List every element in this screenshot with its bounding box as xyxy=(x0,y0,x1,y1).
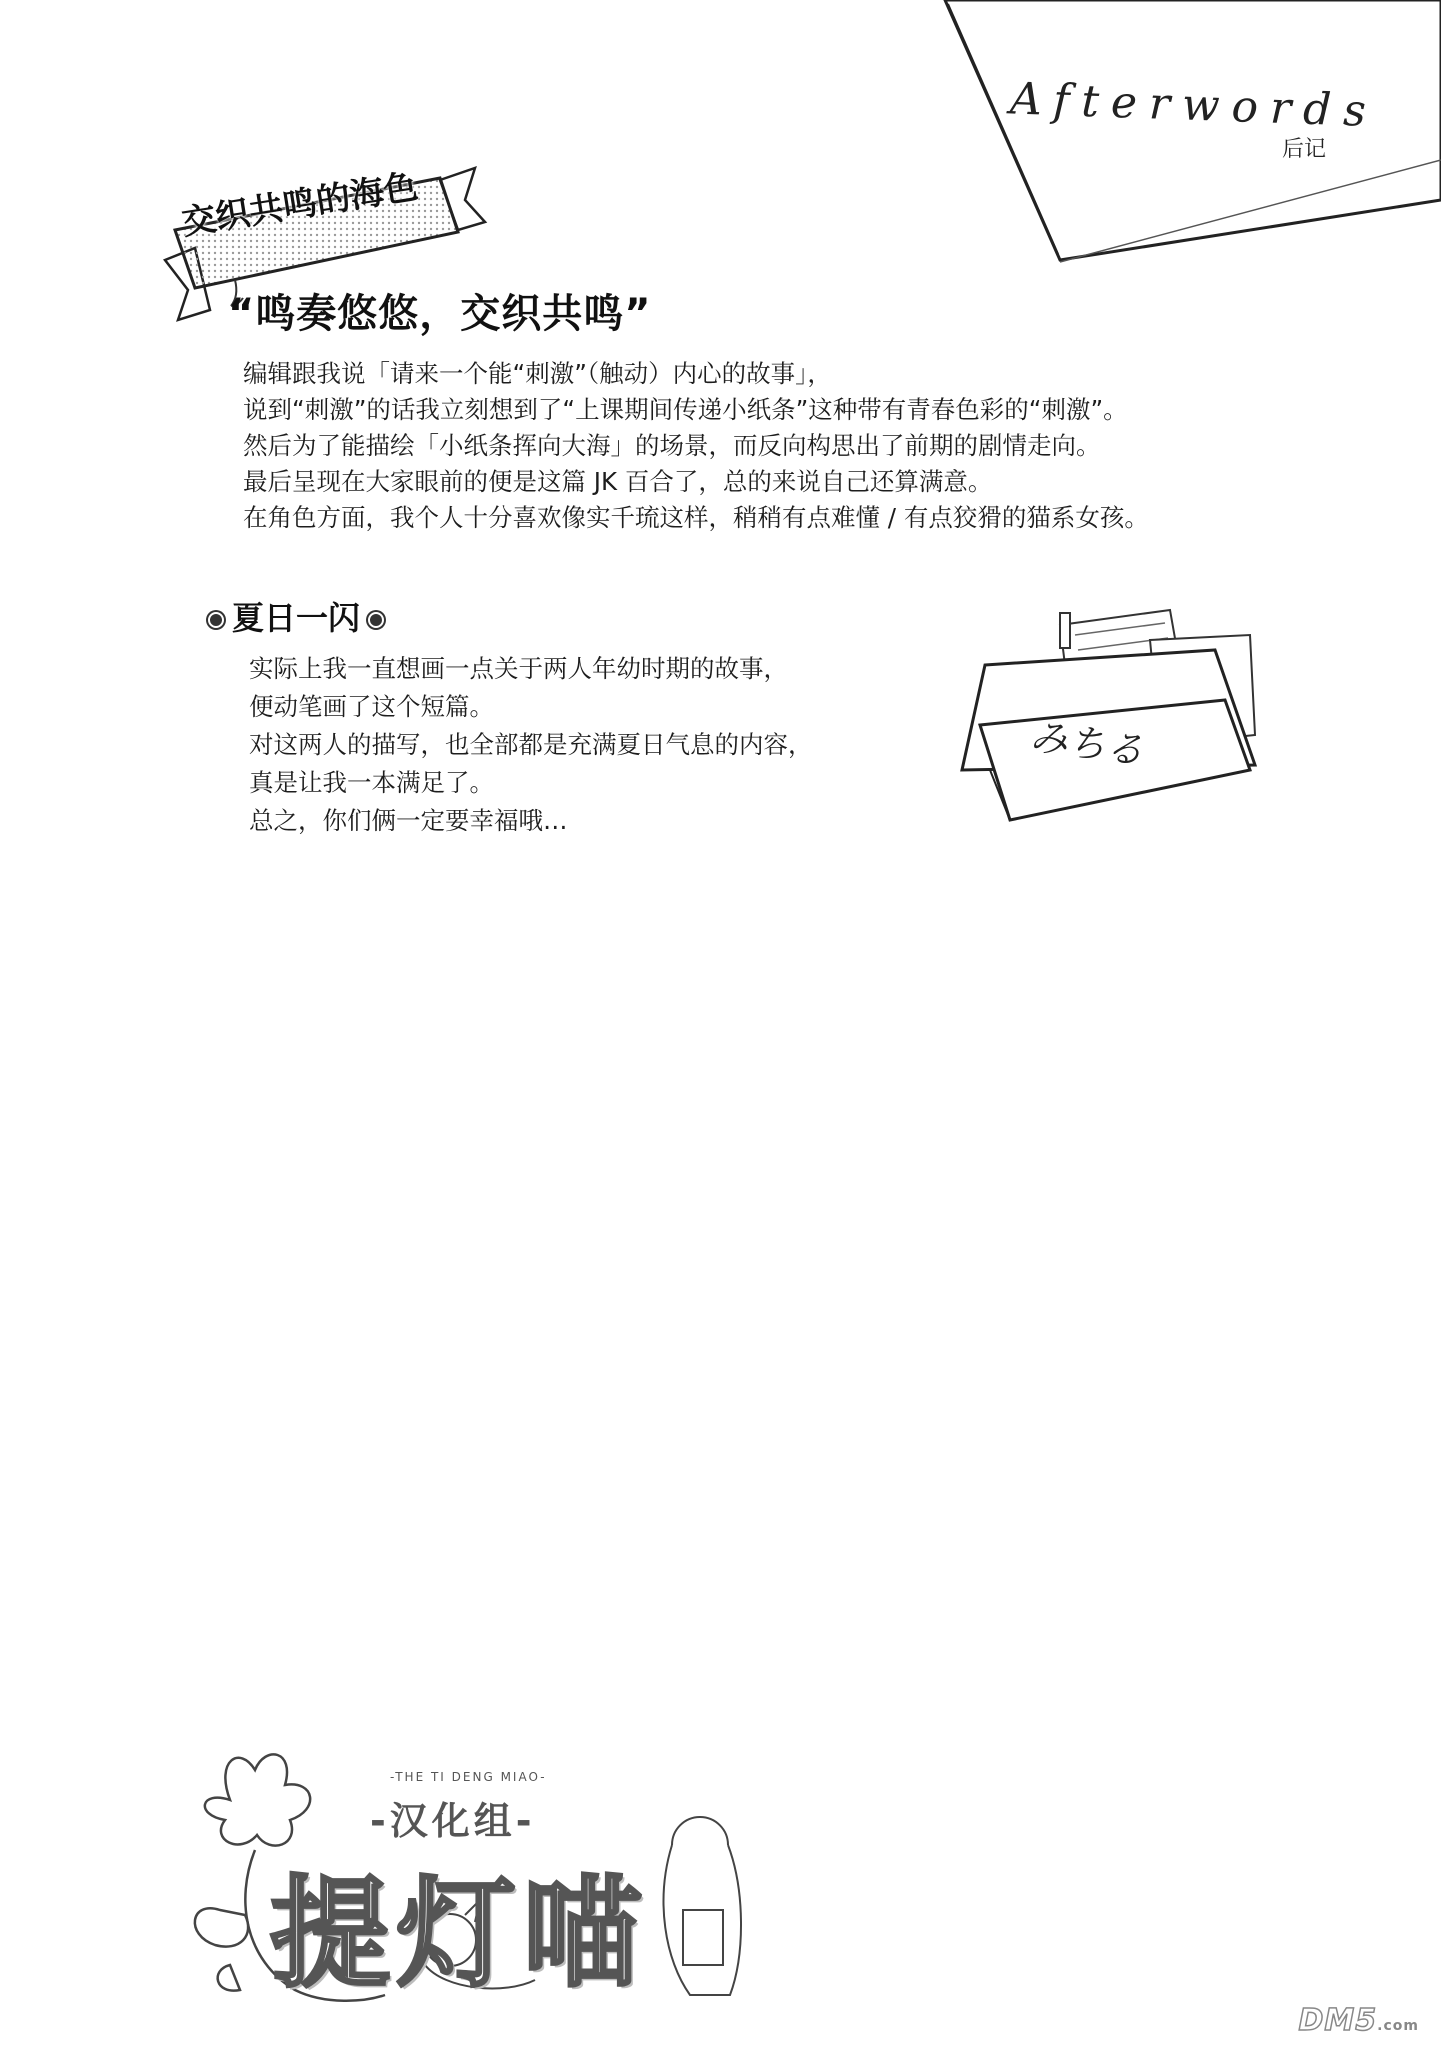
logo-title: 提灯喵 xyxy=(270,1865,648,2004)
paragraph-line: 然后为了能描绘「小纸条挥向大海」的场景，而反向构思出了前期的剧情走向。 xyxy=(243,431,1101,460)
afterwords-subtitle: 后记 xyxy=(1282,137,1327,162)
logo-english-name: -THE TI DENG MIAO- xyxy=(390,1770,547,1784)
section1-headline: “鸣奏悠悠，交织共鸣” xyxy=(228,291,652,337)
paragraph-line: 总之，你们俩一定要幸福哦… xyxy=(249,806,568,835)
site-watermark xyxy=(1299,2003,1419,2038)
section1-banner: 交织共鸣的海色 xyxy=(179,166,421,244)
paragraph-line: 说到“刺激”的话我立刻想到了“上课期间传递小纸条”这种带有青春色彩的“刺激”。 xyxy=(243,395,1128,424)
section2-paragraph xyxy=(249,650,813,840)
paragraph-line: 便动笔画了这个短篇。 xyxy=(249,692,494,721)
section2-heading-row xyxy=(200,593,392,639)
paragraph-line: 在角色方面，我个人十分喜欢像实千琉这样，稍稍有点难懂 / 有点狡猾的猫系女孩。 xyxy=(243,503,1149,532)
watermark-suffix: .com xyxy=(1377,2018,1419,2034)
afterwords-title: Afterwords xyxy=(1009,73,1379,138)
bullet-dot-icon xyxy=(368,612,384,628)
bullet-dot-icon xyxy=(208,612,224,628)
paragraph-line: 实际上我一直想画一点关于两人年幼时期的故事， xyxy=(249,654,788,683)
paragraph-line: 对这两人的描写，也全部都是充满夏日气息的内容， xyxy=(249,730,813,759)
note-handwriting: みちる xyxy=(1027,713,1147,774)
section2-heading: 夏日一闪 xyxy=(232,599,361,637)
paragraph-line: 编辑跟我说「请来一个能“刺激”（触动）内心的故事」， xyxy=(243,359,832,388)
watermark-brand: DM5 xyxy=(1298,2003,1378,2038)
paragraph-line: 真是让我一本满足了。 xyxy=(249,768,494,797)
paragraph-line: 最后呈现在大家眼前的便是这篇 JK 百合了，总的来说自己还算满意。 xyxy=(243,467,993,496)
section1-paragraph xyxy=(243,356,1149,536)
logo-group-label: -汉化组- xyxy=(370,1799,536,1843)
